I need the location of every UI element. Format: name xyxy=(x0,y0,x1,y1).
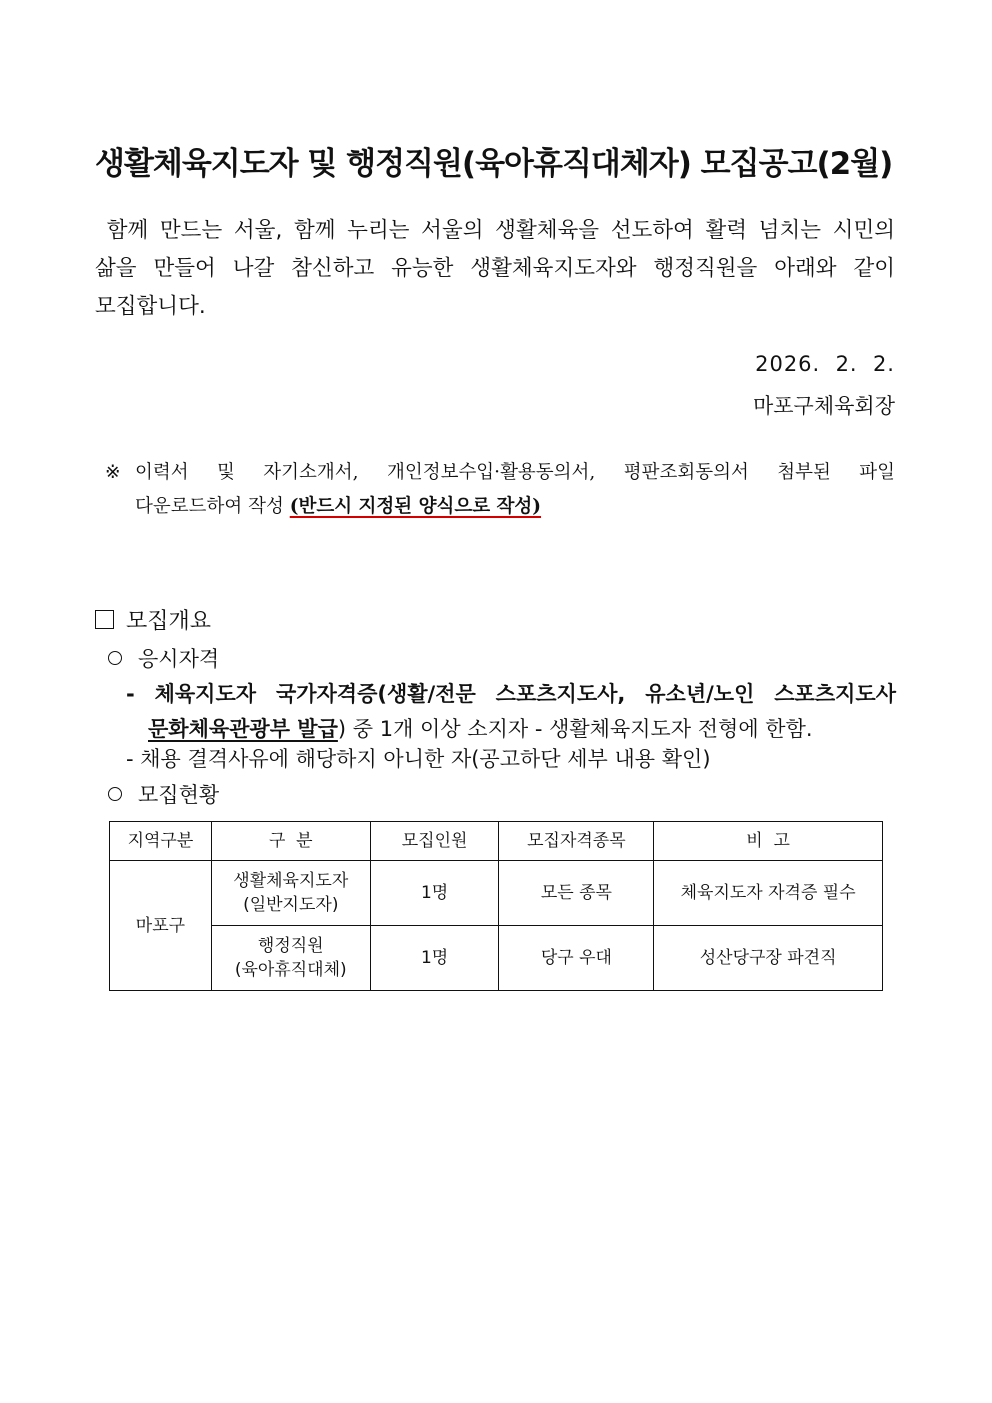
count-cell: 1명 xyxy=(370,861,499,926)
header-field: 모집자격종목 xyxy=(499,822,654,861)
note-line-1: 이력서 및 자기소개서, 개인정보수입·활용동의서, 평판조회동의서 첨부된 파일 xyxy=(135,462,895,483)
recruitment-table xyxy=(109,821,883,991)
header-remark: 비 고 xyxy=(654,822,883,861)
field-cell: 모든 종목 xyxy=(499,861,654,926)
qualification-title: 응시자격 xyxy=(138,647,220,671)
intro-line-2: 삶을 만들어 나갈 참신하고 유능한 생활체육지도자와 행정직원을 아래와 같이 xyxy=(95,256,895,281)
count-cell: 1명 xyxy=(370,926,499,991)
qualification-line-2: ) 중 1개 이상 소지자 - 생활체육지도자 전형에 한함. xyxy=(337,717,813,741)
announcement-date: 2026. 2. 2. xyxy=(755,352,895,376)
circle-bullet-icon xyxy=(108,787,122,801)
application-note xyxy=(105,456,895,524)
remark-cell: 성산당구장 파견직 xyxy=(654,926,883,991)
intro-paragraph xyxy=(95,212,895,326)
circle-bullet-icon xyxy=(108,651,122,665)
category-cell: 행정직원 (육아휴직대체) xyxy=(211,926,370,991)
organization-name: 마포구체육회장 xyxy=(752,394,895,418)
table-row xyxy=(110,861,883,926)
field-cell: 당구 우대 xyxy=(499,926,654,991)
table-row xyxy=(110,926,883,991)
note-emphasis: (반드시 지정된 양식으로 작성) xyxy=(289,496,542,517)
table-header-row xyxy=(110,822,883,861)
header-count: 모집인원 xyxy=(370,822,499,861)
remark-cell: 체육지도자 자격증 필수 xyxy=(654,861,883,926)
section-heading xyxy=(95,604,211,635)
status-title: 모집현황 xyxy=(138,783,220,807)
category-cell: 생활체육지도자 (일반지도자) xyxy=(211,861,370,926)
intro-line-1: 함께 만드는 서울, 함께 누리는 서울의 생활체육을 선도하여 활력 넘치는 시민의 xyxy=(106,218,895,243)
region-cell: 마포구 xyxy=(110,861,212,991)
qualification-bullet-1 xyxy=(126,677,896,747)
intro-line-3: 모집합니다. xyxy=(95,294,206,319)
square-bullet-icon xyxy=(95,610,114,629)
header-category: 구 분 xyxy=(211,822,370,861)
header-region: 지역구분 xyxy=(110,822,212,861)
reference-mark: ※ xyxy=(105,462,121,483)
issuer-emphasis: 문화체육관광부 발급 xyxy=(148,717,338,741)
note-line-2: 다운로드하여 작성 xyxy=(135,496,290,517)
qualification-heading xyxy=(108,643,219,673)
page-title: 생활체육지도자 및 행정직원(육아휴직대체자) 모집공고(2월) xyxy=(95,146,893,182)
qualification-line-1: - 체육지도자 국가자격증(생활/전문 스포츠지도사, 유소년/노인 스포츠지도사 xyxy=(126,682,896,706)
qualification-bullet-2: - 채용 결격사유에 해당하지 아니한 자(공고하단 세부 내용 확인) xyxy=(126,747,711,771)
section-title: 모집개요 xyxy=(126,609,212,634)
status-heading xyxy=(108,779,219,809)
